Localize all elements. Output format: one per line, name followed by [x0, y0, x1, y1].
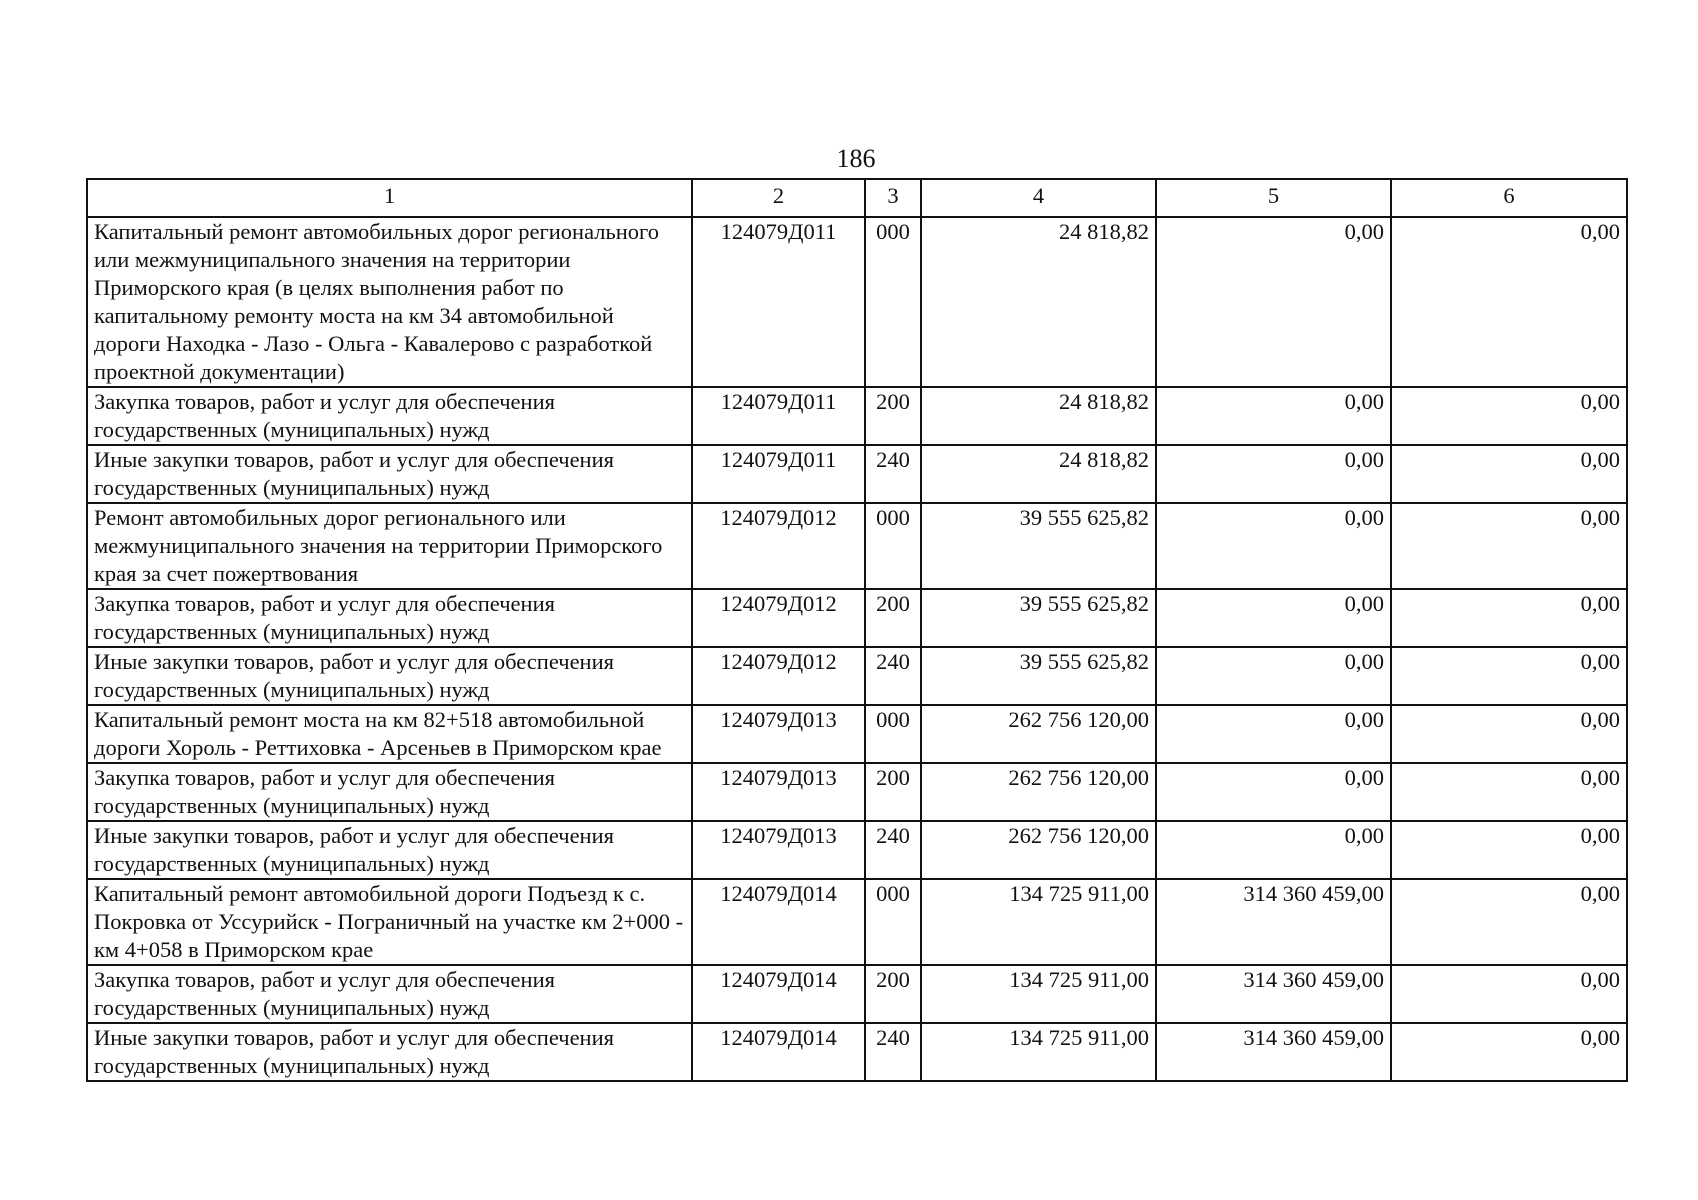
amount-col5-cell: 314 360 459,00 — [1156, 879, 1391, 965]
amount-col4-cell: 262 756 120,00 — [921, 821, 1156, 879]
amount-col6-cell: 0,00 — [1391, 965, 1627, 1023]
column-header-4: 4 — [921, 179, 1156, 217]
amount-col5-cell: 0,00 — [1156, 503, 1391, 589]
expense-type-cell: 200 — [865, 589, 921, 647]
item-name-cell: Закупка товаров, работ и услуг для обеспечения государственных (муниципальных) нужд — [87, 589, 692, 647]
amount-col4-cell: 24 818,82 — [921, 387, 1156, 445]
target-code-cell: 124079Д014 — [692, 965, 865, 1023]
amount-col4-cell: 262 756 120,00 — [921, 705, 1156, 763]
target-code-cell: 124079Д014 — [692, 1023, 865, 1081]
header-row — [87, 179, 1627, 217]
item-name-cell: Закупка товаров, работ и услуг для обеспечения государственных (муниципальных) нужд — [87, 965, 692, 1023]
amount-col6-cell: 0,00 — [1391, 879, 1627, 965]
table-row — [87, 879, 1627, 965]
amount-col4-cell: 39 555 625,82 — [921, 503, 1156, 589]
item-name-cell: Ремонт автомобильных дорог регионального или межмуниципального значения на территории Приморского края за счет пожертвования — [87, 503, 692, 589]
amount-col4-cell: 39 555 625,82 — [921, 589, 1156, 647]
budget-table — [86, 178, 1628, 1082]
table-row — [87, 387, 1627, 445]
expense-type-cell: 240 — [865, 1023, 921, 1081]
page-number: 186 — [836, 144, 876, 173]
column-header-1: 1 — [87, 179, 692, 217]
amount-col6-cell: 0,00 — [1391, 387, 1627, 445]
amount-col6-cell: 0,00 — [1391, 763, 1627, 821]
amount-col5-cell: 0,00 — [1156, 589, 1391, 647]
expense-type-cell: 200 — [865, 965, 921, 1023]
target-code-cell: 124079Д013 — [692, 821, 865, 879]
table-row — [87, 763, 1627, 821]
column-header-6: 6 — [1391, 179, 1627, 217]
item-name-cell: Иные закупки товаров, работ и услуг для обеспечения государственных (муниципальных) нужд — [87, 1023, 692, 1081]
amount-col5-cell: 314 360 459,00 — [1156, 1023, 1391, 1081]
item-name-cell: Иные закупки товаров, работ и услуг для обеспечения государственных (муниципальных) нужд — [87, 647, 692, 705]
expense-type-cell: 000 — [865, 879, 921, 965]
table-row — [87, 705, 1627, 763]
amount-col4-cell: 134 725 911,00 — [921, 1023, 1156, 1081]
expense-type-cell: 200 — [865, 763, 921, 821]
column-header-3: 3 — [865, 179, 921, 217]
amount-col6-cell: 0,00 — [1391, 503, 1627, 589]
table-row — [87, 217, 1627, 387]
amount-col5-cell: 0,00 — [1156, 445, 1391, 503]
target-code-cell: 124079Д011 — [692, 217, 865, 387]
target-code-cell: 124079Д013 — [692, 705, 865, 763]
amount-col4-cell: 262 756 120,00 — [921, 763, 1156, 821]
amount-col6-cell: 0,00 — [1391, 821, 1627, 879]
item-name-cell: Иные закупки товаров, работ и услуг для обеспечения государственных (муниципальных) нужд — [87, 821, 692, 879]
item-name-cell: Капитальный ремонт автомобильных дорог регионального или межмуниципального значения на территории Приморского края (в целях выполнения работ по капитальному ремонту моста на км 34 автомобильной дороги Находка - Лазо - Ольга - Кавалерово с разработкой проектной документации) — [87, 217, 692, 387]
expense-type-cell: 000 — [865, 705, 921, 763]
expense-type-cell: 240 — [865, 445, 921, 503]
column-header-5: 5 — [1156, 179, 1391, 217]
expense-type-cell: 240 — [865, 821, 921, 879]
item-name-cell: Капитальный ремонт моста на км 82+518 автомобильной дороги Хороль - Реттиховка - Арсеньев в Приморском крае — [87, 705, 692, 763]
amount-col5-cell: 0,00 — [1156, 821, 1391, 879]
table-row — [87, 503, 1627, 589]
amount-col4-cell: 24 818,82 — [921, 217, 1156, 387]
table-row — [87, 647, 1627, 705]
table-row — [87, 965, 1627, 1023]
amount-col5-cell: 0,00 — [1156, 387, 1391, 445]
item-name-cell: Капитальный ремонт автомобильной дороги Подъезд к с. Покровка от Уссурийск - Пограничный на участке км 2+000 - км 4+058 в Приморском крае — [87, 879, 692, 965]
target-code-cell: 124079Д011 — [692, 387, 865, 445]
target-code-cell: 124079Д012 — [692, 589, 865, 647]
amount-col6-cell: 0,00 — [1391, 445, 1627, 503]
column-header-2: 2 — [692, 179, 865, 217]
expense-type-cell: 240 — [865, 647, 921, 705]
amount-col4-cell: 24 818,82 — [921, 445, 1156, 503]
amount-col6-cell: 0,00 — [1391, 217, 1627, 387]
amount-col5-cell: 0,00 — [1156, 647, 1391, 705]
target-code-cell: 124079Д012 — [692, 647, 865, 705]
table-row — [87, 1023, 1627, 1081]
amount-col5-cell: 0,00 — [1156, 705, 1391, 763]
amount-col6-cell: 0,00 — [1391, 647, 1627, 705]
amount-col6-cell: 0,00 — [1391, 1023, 1627, 1081]
table-row — [87, 821, 1627, 879]
expense-type-cell: 000 — [865, 217, 921, 387]
target-code-cell: 124079Д012 — [692, 503, 865, 589]
table-body — [87, 217, 1627, 1081]
item-name-cell: Иные закупки товаров, работ и услуг для обеспечения государственных (муниципальных) нужд — [87, 445, 692, 503]
amount-col6-cell: 0,00 — [1391, 589, 1627, 647]
amount-col5-cell: 314 360 459,00 — [1156, 965, 1391, 1023]
amount-col4-cell: 39 555 625,82 — [921, 647, 1156, 705]
amount-col6-cell: 0,00 — [1391, 705, 1627, 763]
amount-col4-cell: 134 725 911,00 — [921, 879, 1156, 965]
target-code-cell: 124079Д013 — [692, 763, 865, 821]
amount-col4-cell: 134 725 911,00 — [921, 965, 1156, 1023]
target-code-cell: 124079Д011 — [692, 445, 865, 503]
target-code-cell: 124079Д014 — [692, 879, 865, 965]
amount-col5-cell: 0,00 — [1156, 763, 1391, 821]
item-name-cell: Закупка товаров, работ и услуг для обеспечения государственных (муниципальных) нужд — [87, 387, 692, 445]
table-row — [87, 589, 1627, 647]
expense-type-cell: 200 — [865, 387, 921, 445]
table-row — [87, 445, 1627, 503]
expense-type-cell: 000 — [865, 503, 921, 589]
amount-col5-cell: 0,00 — [1156, 217, 1391, 387]
item-name-cell: Закупка товаров, работ и услуг для обеспечения государственных (муниципальных) нужд — [87, 763, 692, 821]
